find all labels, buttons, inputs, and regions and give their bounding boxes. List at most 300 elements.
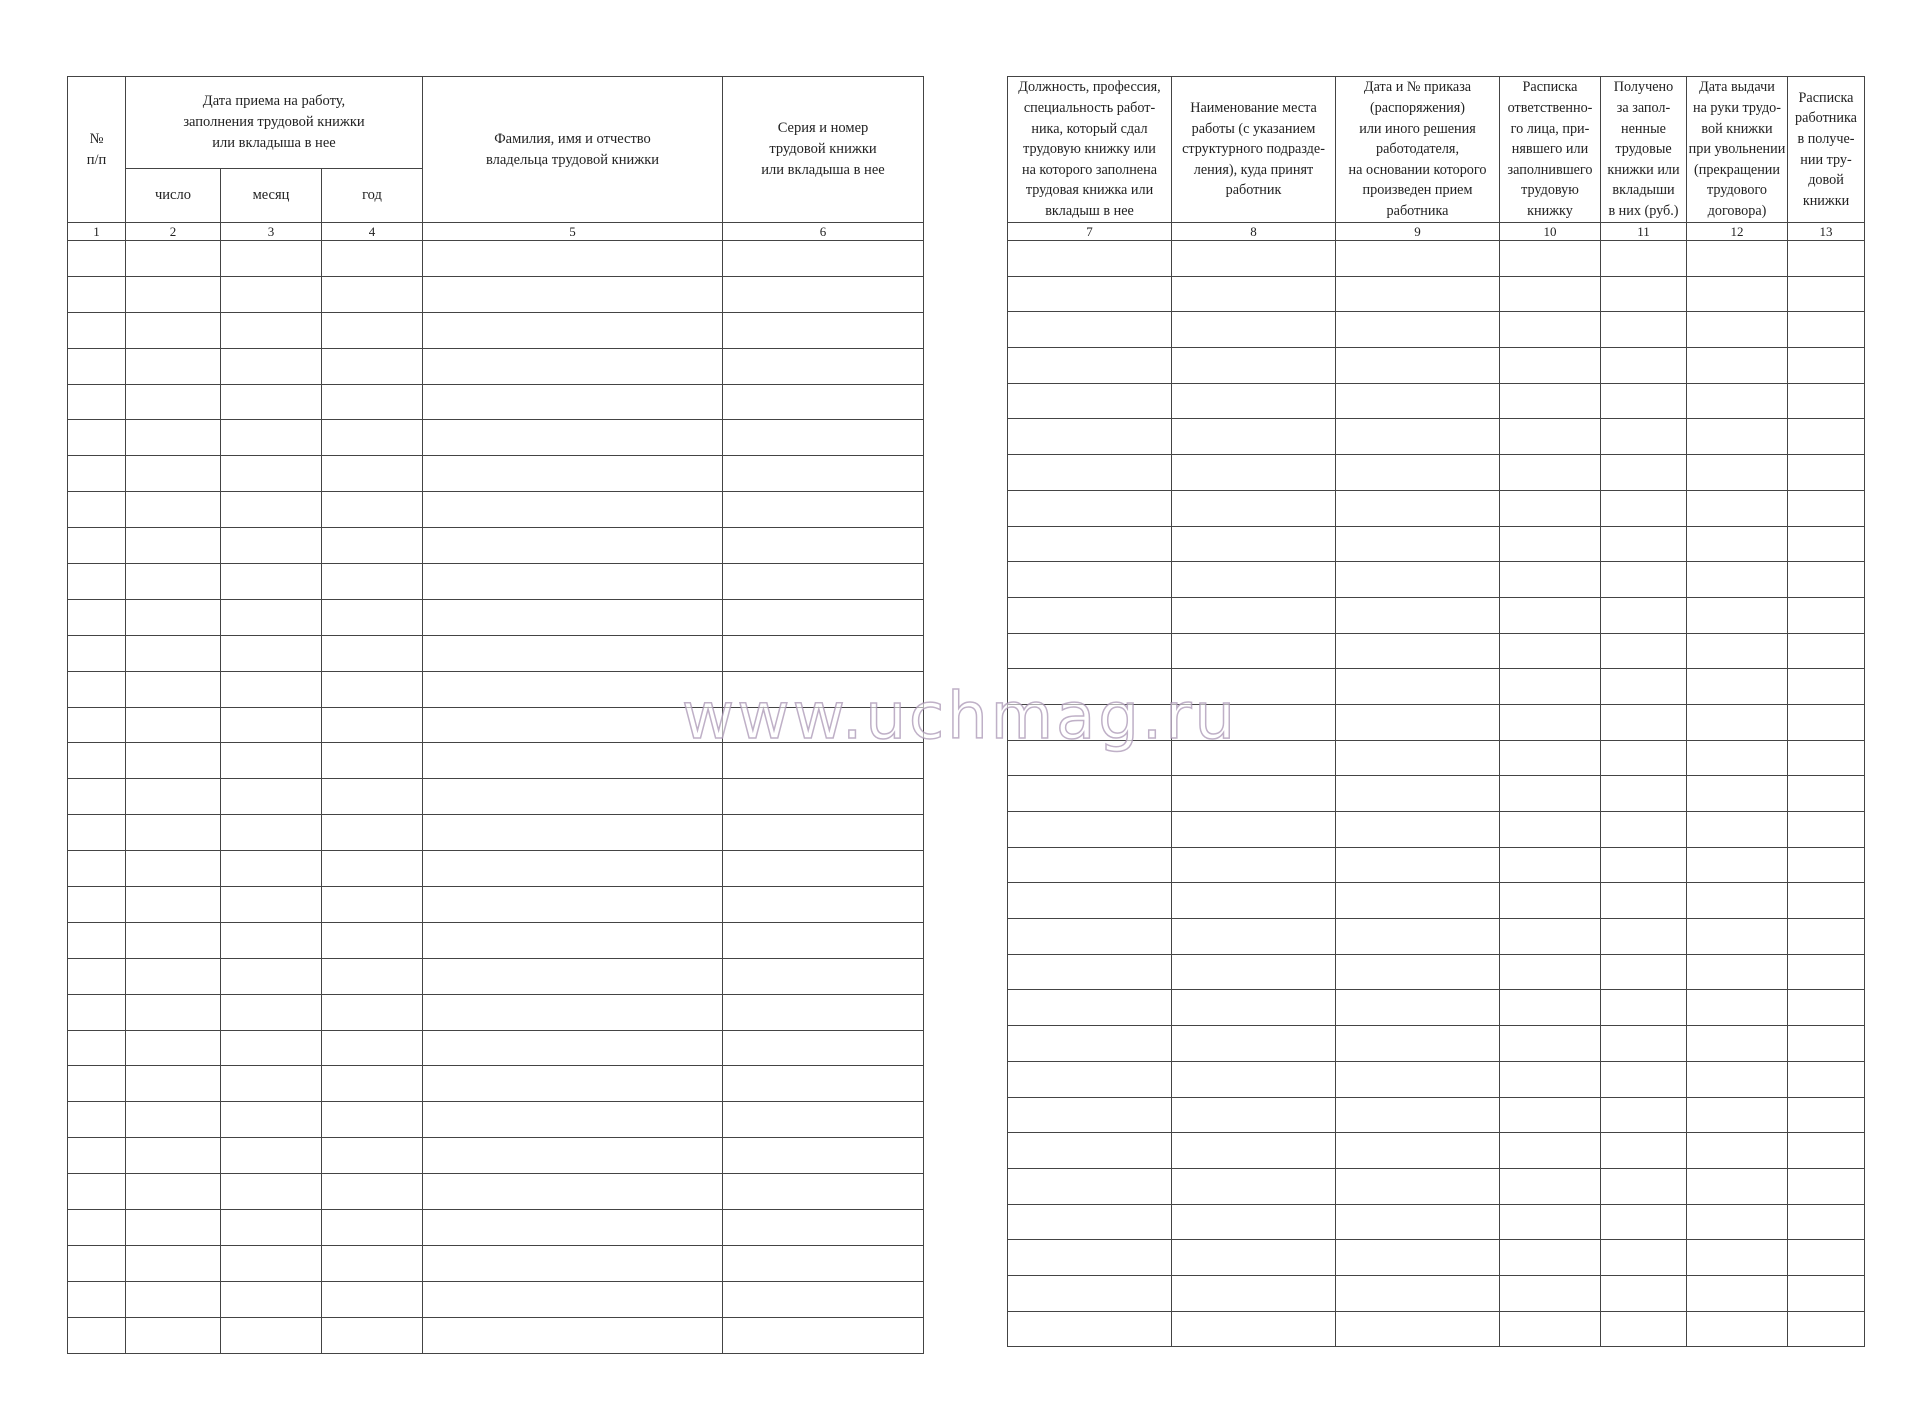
- blank-cell: [68, 1245, 126, 1281]
- blank-cell: [1336, 276, 1500, 312]
- blank-cell: [1500, 1026, 1601, 1062]
- blank-cell: [1500, 490, 1601, 526]
- table-row: [1008, 990, 1865, 1026]
- blank-cell: [126, 528, 221, 564]
- blank-cell: [1336, 1275, 1500, 1311]
- table-row: [68, 671, 924, 707]
- blank-cell: [68, 671, 126, 707]
- blank-cell: [1687, 526, 1788, 562]
- blank-cell: [1788, 1275, 1865, 1311]
- blank-cell: [1500, 954, 1601, 990]
- blank-cell: [1687, 1026, 1788, 1062]
- blank-cell: [1788, 562, 1865, 598]
- blank-cell: [423, 241, 723, 277]
- blank-cell: [1172, 1133, 1336, 1169]
- blank-cell: [1008, 883, 1172, 919]
- blank-cell: [423, 671, 723, 707]
- blank-cell: [221, 922, 322, 958]
- blank-cell: [1687, 847, 1788, 883]
- blank-cell: [1008, 1026, 1172, 1062]
- blank-cell: [1601, 1204, 1687, 1240]
- blank-cell: [322, 994, 423, 1030]
- blank-cell: [1601, 597, 1687, 633]
- table-row: [68, 743, 924, 779]
- blank-cell: [322, 276, 423, 312]
- blank-cell: [1788, 1026, 1865, 1062]
- blank-cell: [1788, 455, 1865, 491]
- blank-cell: [1601, 1240, 1687, 1276]
- blank-cell: [423, 276, 723, 312]
- blank-cell: [723, 707, 924, 743]
- blank-cell: [1172, 276, 1336, 312]
- blank-cell: [221, 1066, 322, 1102]
- blank-cell: [1500, 776, 1601, 812]
- blank-cell: [126, 635, 221, 671]
- blank-cell: [1500, 1204, 1601, 1240]
- blank-cell: [1601, 1026, 1687, 1062]
- blank-cell: [126, 599, 221, 635]
- blank-cell: [1336, 1311, 1500, 1347]
- blank-cell: [1687, 562, 1788, 598]
- blank-cell: [423, 743, 723, 779]
- table-row: [1008, 1097, 1865, 1133]
- blank-cell: [221, 1174, 322, 1210]
- blank-cell: [68, 815, 126, 851]
- blank-cell: [1500, 241, 1601, 277]
- blank-cell: [68, 528, 126, 564]
- blank-cell: [1687, 919, 1788, 955]
- blank-cell: [1008, 562, 1172, 598]
- blank-cell: [1500, 633, 1601, 669]
- header-book-series-number: Серия и номер трудовой книжки или вкладыша в нее: [723, 77, 924, 223]
- blank-cell: [221, 1245, 322, 1281]
- blank-cell: [1336, 704, 1500, 740]
- blank-cell: [1500, 1097, 1601, 1133]
- blank-cell: [423, 635, 723, 671]
- blank-cell: [221, 1138, 322, 1174]
- blank-cell: [1601, 455, 1687, 491]
- blank-cell: [1336, 740, 1500, 776]
- blank-cell: [1788, 241, 1865, 277]
- blank-cell: [723, 276, 924, 312]
- blank-cell: [1172, 633, 1336, 669]
- table-row: [68, 1245, 924, 1281]
- blank-cell: [1172, 562, 1336, 598]
- blank-cell: [1788, 669, 1865, 705]
- table-row: [1008, 704, 1865, 740]
- table-row: [68, 1210, 924, 1246]
- blank-cell: [1008, 276, 1172, 312]
- blank-cell: [1601, 241, 1687, 277]
- blank-cell: [126, 922, 221, 958]
- blank-cell: [221, 276, 322, 312]
- blank-cell: [126, 1174, 221, 1210]
- blank-cell: [68, 1317, 126, 1353]
- blank-cell: [1601, 1275, 1687, 1311]
- column-number: 8: [1172, 223, 1336, 241]
- blank-cell: [1172, 740, 1336, 776]
- blank-cell: [68, 492, 126, 528]
- right-register-table: [1007, 76, 1865, 1347]
- blank-cell: [322, 635, 423, 671]
- blank-cell: [723, 635, 924, 671]
- table-row: [68, 1317, 924, 1353]
- blank-cell: [1601, 990, 1687, 1026]
- blank-cell: [1601, 419, 1687, 455]
- blank-cell: [1172, 1275, 1336, 1311]
- blank-cell: [126, 312, 221, 348]
- blank-cell: [1500, 419, 1601, 455]
- blank-cell: [1172, 526, 1336, 562]
- table-row: [1008, 597, 1865, 633]
- blank-cell: [423, 1030, 723, 1066]
- blank-cell: [1601, 1168, 1687, 1204]
- blank-cell: [1788, 490, 1865, 526]
- blank-cell: [126, 1210, 221, 1246]
- blank-cell: [322, 348, 423, 384]
- blank-cell: [1172, 455, 1336, 491]
- blank-cell: [1336, 455, 1500, 491]
- blank-cell: [1336, 776, 1500, 812]
- blank-cell: [322, 1138, 423, 1174]
- table-row: [68, 348, 924, 384]
- blank-cell: [1336, 1061, 1500, 1097]
- blank-cell: [1601, 383, 1687, 419]
- table-row: [1008, 1311, 1865, 1347]
- column-number-row: [1008, 223, 1865, 241]
- blank-cell: [423, 599, 723, 635]
- blank-cell: [1500, 455, 1601, 491]
- left-register-table: [67, 76, 924, 1354]
- blank-cell: [423, 1138, 723, 1174]
- blank-cell: [68, 456, 126, 492]
- blank-cell: [1788, 1061, 1865, 1097]
- blank-cell: [1601, 562, 1687, 598]
- blank-cell: [423, 384, 723, 420]
- table-row: [1008, 276, 1865, 312]
- blank-cell: [1687, 776, 1788, 812]
- table-row: [1008, 669, 1865, 705]
- blank-cell: [1008, 633, 1172, 669]
- blank-cell: [1500, 348, 1601, 384]
- blank-cell: [1008, 919, 1172, 955]
- blank-cell: [1500, 990, 1601, 1026]
- blank-cell: [1172, 776, 1336, 812]
- blank-cell: [126, 1030, 221, 1066]
- blank-cell: [1788, 812, 1865, 848]
- blank-cell: [68, 1066, 126, 1102]
- blank-cell: [221, 312, 322, 348]
- blank-cell: [221, 1281, 322, 1317]
- blank-cell: [68, 564, 126, 600]
- watermark: www.uchmag.ru: [681, 680, 1239, 754]
- blank-cell: [423, 1102, 723, 1138]
- column-number-row: [68, 223, 924, 241]
- blank-cell: [1172, 812, 1336, 848]
- blank-cell: [322, 707, 423, 743]
- blank-cell: [1500, 740, 1601, 776]
- blank-cell: [1500, 812, 1601, 848]
- blank-cell: [322, 241, 423, 277]
- blank-cell: [1788, 990, 1865, 1026]
- header-month: месяц: [221, 169, 322, 223]
- header-workplace: Наименование места работы (с указанием структурного подразде- ления), куда принят работник: [1172, 77, 1336, 223]
- blank-cell: [423, 958, 723, 994]
- blank-cell: [68, 1174, 126, 1210]
- column-number: 1: [68, 223, 126, 241]
- blank-cell: [423, 420, 723, 456]
- column-number: 3: [221, 223, 322, 241]
- blank-cell: [322, 1210, 423, 1246]
- blank-cell: [1788, 383, 1865, 419]
- blank-cell: [322, 312, 423, 348]
- blank-cell: [723, 599, 924, 635]
- table-row: [1008, 812, 1865, 848]
- blank-cell: [221, 1317, 322, 1353]
- blank-cell: [126, 851, 221, 887]
- table-row: [68, 635, 924, 671]
- blank-cell: [322, 922, 423, 958]
- blank-cell: [322, 779, 423, 815]
- blank-cell: [221, 1030, 322, 1066]
- table-row: [1008, 847, 1865, 883]
- blank-cell: [322, 743, 423, 779]
- blank-cell: [126, 492, 221, 528]
- column-number: 2: [126, 223, 221, 241]
- blank-cell: [1687, 883, 1788, 919]
- blank-cell: [1336, 490, 1500, 526]
- blank-cell: [723, 671, 924, 707]
- blank-cell: [1008, 740, 1172, 776]
- blank-cell: [322, 958, 423, 994]
- blank-cell: [1336, 419, 1500, 455]
- blank-cell: [1687, 990, 1788, 1026]
- table-row: [68, 312, 924, 348]
- blank-cell: [1601, 847, 1687, 883]
- blank-cell: [68, 851, 126, 887]
- blank-cell: [221, 707, 322, 743]
- blank-cell: [1336, 1097, 1500, 1133]
- blank-cell: [1601, 919, 1687, 955]
- blank-cell: [1336, 633, 1500, 669]
- table-row: [1008, 776, 1865, 812]
- table-row: [1008, 883, 1865, 919]
- table-row: [1008, 1168, 1865, 1204]
- blank-cell: [423, 312, 723, 348]
- blank-cell: [1336, 954, 1500, 990]
- column-number: 10: [1500, 223, 1601, 241]
- blank-cell: [1687, 1275, 1788, 1311]
- blank-cell: [68, 1102, 126, 1138]
- blank-cell: [423, 815, 723, 851]
- blank-cell: [1172, 383, 1336, 419]
- blank-cell: [1500, 276, 1601, 312]
- blank-cell: [1687, 597, 1788, 633]
- header-order-date-number: Дата и № приказа (распоряжения) или иного решения работодателя, на основании которого произведен прием работника: [1336, 77, 1500, 223]
- blank-cell: [1788, 1133, 1865, 1169]
- blank-cell: [126, 958, 221, 994]
- blank-cell: [221, 241, 322, 277]
- blank-cell: [1172, 990, 1336, 1026]
- blank-cell: [1336, 1168, 1500, 1204]
- blank-cell: [1172, 597, 1336, 633]
- header-row-number: № п/п: [68, 77, 126, 223]
- column-number: 13: [1788, 223, 1865, 241]
- blank-cell: [1336, 597, 1500, 633]
- table-row: [1008, 241, 1865, 277]
- blank-cell: [322, 528, 423, 564]
- blank-cell: [126, 1245, 221, 1281]
- blank-cell: [723, 312, 924, 348]
- blank-cell: [126, 994, 221, 1030]
- blank-cell: [322, 492, 423, 528]
- blank-cell: [68, 958, 126, 994]
- blank-cell: [1172, 348, 1336, 384]
- blank-cell: [68, 420, 126, 456]
- table-row: [1008, 383, 1865, 419]
- table-row: [1008, 1133, 1865, 1169]
- blank-cell: [221, 635, 322, 671]
- blank-cell: [1500, 883, 1601, 919]
- blank-cell: [1687, 633, 1788, 669]
- blank-cell: [1687, 383, 1788, 419]
- blank-cell: [1172, 490, 1336, 526]
- table-row: [1008, 740, 1865, 776]
- table-row: [1008, 1204, 1865, 1240]
- blank-cell: [423, 456, 723, 492]
- blank-cell: [1788, 1204, 1865, 1240]
- blank-cell: [322, 671, 423, 707]
- blank-cell: [221, 599, 322, 635]
- blank-cell: [1336, 812, 1500, 848]
- table-row: [68, 922, 924, 958]
- blank-cell: [68, 1281, 126, 1317]
- blank-cell: [322, 1174, 423, 1210]
- table-row: [1008, 312, 1865, 348]
- blank-cell: [1687, 419, 1788, 455]
- blank-cell: [1008, 990, 1172, 1026]
- blank-cell: [423, 922, 723, 958]
- blank-cell: [68, 241, 126, 277]
- blank-cell: [423, 707, 723, 743]
- blank-cell: [1336, 312, 1500, 348]
- blank-cell: [1500, 1133, 1601, 1169]
- blank-cell: [1008, 597, 1172, 633]
- blank-cell: [723, 1138, 924, 1174]
- blank-cell: [423, 1245, 723, 1281]
- blank-cell: [1500, 1275, 1601, 1311]
- blank-cell: [1788, 419, 1865, 455]
- blank-cell: [423, 1174, 723, 1210]
- blank-cell: [322, 599, 423, 635]
- blank-cell: [221, 887, 322, 923]
- blank-cell: [723, 456, 924, 492]
- blank-cell: [723, 1066, 924, 1102]
- blank-cell: [221, 779, 322, 815]
- blank-cell: [1687, 669, 1788, 705]
- blank-cell: [68, 276, 126, 312]
- blank-cell: [1008, 704, 1172, 740]
- blank-cell: [68, 1210, 126, 1246]
- blank-cell: [1336, 383, 1500, 419]
- table-row: [1008, 919, 1865, 955]
- blank-cell: [221, 851, 322, 887]
- blank-cell: [1601, 669, 1687, 705]
- blank-cell: [723, 815, 924, 851]
- blank-cell: [1601, 883, 1687, 919]
- blank-cell: [1008, 312, 1172, 348]
- blank-cell: [1601, 348, 1687, 384]
- blank-cell: [1336, 562, 1500, 598]
- blank-cell: [221, 528, 322, 564]
- blank-cell: [1788, 954, 1865, 990]
- header-owner-name: Фамилия, имя и отчество владельца трудовой книжки: [423, 77, 723, 223]
- blank-cell: [126, 1281, 221, 1317]
- blank-cell: [1336, 348, 1500, 384]
- table-row: [1008, 1026, 1865, 1062]
- header-responsible-receipt: Расписка ответственно- го лица, при- нявшего или заполнившего трудовую книжку: [1500, 77, 1601, 223]
- blank-cell: [322, 564, 423, 600]
- blank-cell: [68, 779, 126, 815]
- table-row: [68, 815, 924, 851]
- blank-cell: [423, 492, 723, 528]
- blank-cell: [1601, 776, 1687, 812]
- blank-cell: [723, 1210, 924, 1246]
- blank-cell: [723, 994, 924, 1030]
- blank-cell: [68, 743, 126, 779]
- blank-cell: [126, 1317, 221, 1353]
- table-row: [1008, 419, 1865, 455]
- blank-cell: [1788, 348, 1865, 384]
- column-number: 9: [1336, 223, 1500, 241]
- blank-cell: [723, 922, 924, 958]
- blank-cell: [1008, 1168, 1172, 1204]
- table-row: [1008, 526, 1865, 562]
- blank-cell: [1336, 1026, 1500, 1062]
- header-employee-position: Должность, профессия, специальность работ- ника, который сдал трудовую книжку или на которого заполнена трудовая книжка или вкладыш в нее: [1008, 77, 1172, 223]
- header-year: год: [322, 169, 423, 223]
- blank-cell: [1172, 1026, 1336, 1062]
- blank-cell: [1008, 1311, 1172, 1347]
- blank-cell: [723, 1317, 924, 1353]
- blank-cell: [1172, 847, 1336, 883]
- blank-cell: [1336, 990, 1500, 1026]
- blank-cell: [1601, 526, 1687, 562]
- blank-cell: [126, 456, 221, 492]
- blank-cell: [1500, 562, 1601, 598]
- table-row: [1008, 633, 1865, 669]
- blank-cell: [1601, 740, 1687, 776]
- blank-cell: [1336, 847, 1500, 883]
- blank-cell: [1687, 812, 1788, 848]
- table-row: [1008, 1275, 1865, 1311]
- table-row: [68, 958, 924, 994]
- blank-cell: [1788, 883, 1865, 919]
- blank-cell: [68, 1138, 126, 1174]
- blank-cell: [723, 958, 924, 994]
- table-row: [1008, 1240, 1865, 1276]
- blank-cell: [1172, 1097, 1336, 1133]
- blank-cell: [1172, 1168, 1336, 1204]
- table-row: [1008, 954, 1865, 990]
- blank-cell: [1008, 526, 1172, 562]
- blank-cell: [322, 456, 423, 492]
- blank-cell: [68, 384, 126, 420]
- blank-cell: [1601, 812, 1687, 848]
- blank-cell: [1008, 847, 1172, 883]
- blank-cell: [1687, 241, 1788, 277]
- blank-cell: [1336, 526, 1500, 562]
